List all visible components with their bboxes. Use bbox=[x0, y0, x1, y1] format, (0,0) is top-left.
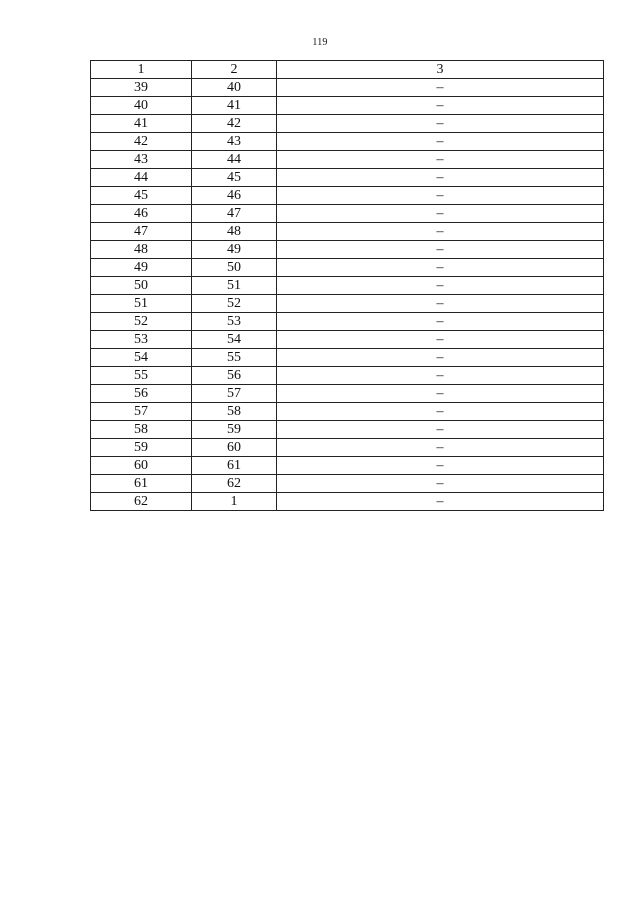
table-row bbox=[91, 241, 604, 259]
table-cell: 44 bbox=[91, 169, 192, 187]
table-cell: 51 bbox=[192, 277, 277, 295]
table-cell: – bbox=[277, 169, 604, 187]
table-cell: 42 bbox=[91, 133, 192, 151]
table-row bbox=[91, 295, 604, 313]
table-cell: 46 bbox=[192, 187, 277, 205]
table-cell: 61 bbox=[192, 457, 277, 475]
column-header-2: 2 bbox=[192, 61, 277, 79]
table-cell: 40 bbox=[192, 79, 277, 97]
table-header-row bbox=[91, 61, 604, 79]
table-cell: 46 bbox=[91, 205, 192, 223]
table-cell: 57 bbox=[192, 385, 277, 403]
table-cell: 58 bbox=[192, 403, 277, 421]
page-number: 119 bbox=[312, 37, 328, 48]
table-row bbox=[91, 79, 604, 97]
table-row bbox=[91, 331, 604, 349]
table-cell: 54 bbox=[192, 331, 277, 349]
table-cell: 50 bbox=[192, 259, 277, 277]
table-cell: – bbox=[277, 331, 604, 349]
table-cell: 61 bbox=[91, 475, 192, 493]
table-cell: 41 bbox=[91, 115, 192, 133]
table-cell: 43 bbox=[192, 133, 277, 151]
table-cell: 44 bbox=[192, 151, 277, 169]
table-row bbox=[91, 421, 604, 439]
data-table-container bbox=[90, 60, 603, 511]
table-row bbox=[91, 97, 604, 115]
table-cell: – bbox=[277, 493, 604, 511]
table-cell: – bbox=[277, 115, 604, 133]
table-cell: 62 bbox=[91, 493, 192, 511]
table-cell: 52 bbox=[192, 295, 277, 313]
table-cell: 39 bbox=[91, 79, 192, 97]
table-row bbox=[91, 169, 604, 187]
table-cell: – bbox=[277, 205, 604, 223]
table-row bbox=[91, 187, 604, 205]
table-cell: – bbox=[277, 151, 604, 169]
column-header-1: 1 bbox=[91, 61, 192, 79]
table-cell: 47 bbox=[91, 223, 192, 241]
column-header-3: 3 bbox=[277, 61, 604, 79]
table-cell: – bbox=[277, 241, 604, 259]
table-cell: 53 bbox=[192, 313, 277, 331]
table-cell: – bbox=[277, 349, 604, 367]
table-cell: 56 bbox=[91, 385, 192, 403]
table-cell: – bbox=[277, 187, 604, 205]
table-cell: 56 bbox=[192, 367, 277, 385]
table-cell: – bbox=[277, 259, 604, 277]
table-cell: 50 bbox=[91, 277, 192, 295]
table-cell: 54 bbox=[91, 349, 192, 367]
table-cell: 48 bbox=[91, 241, 192, 259]
table-row bbox=[91, 313, 604, 331]
table-cell: 60 bbox=[192, 439, 277, 457]
table-cell: 59 bbox=[91, 439, 192, 457]
table-cell: 55 bbox=[192, 349, 277, 367]
table-cell: 45 bbox=[192, 169, 277, 187]
table-cell: 48 bbox=[192, 223, 277, 241]
table-cell: 1 bbox=[192, 493, 277, 511]
table-cell: 47 bbox=[192, 205, 277, 223]
table-cell: – bbox=[277, 475, 604, 493]
table-cell: 60 bbox=[91, 457, 192, 475]
table-cell: 57 bbox=[91, 403, 192, 421]
table-row bbox=[91, 205, 604, 223]
table-cell: 59 bbox=[192, 421, 277, 439]
table-cell: – bbox=[277, 439, 604, 457]
table-cell: – bbox=[277, 313, 604, 331]
table-row bbox=[91, 493, 604, 511]
table-cell: 49 bbox=[91, 259, 192, 277]
table-cell: 51 bbox=[91, 295, 192, 313]
table-cell: 45 bbox=[91, 187, 192, 205]
table-row bbox=[91, 277, 604, 295]
table-row bbox=[91, 151, 604, 169]
table-cell: 52 bbox=[91, 313, 192, 331]
table-cell: – bbox=[277, 421, 604, 439]
table-row bbox=[91, 439, 604, 457]
table-row bbox=[91, 385, 604, 403]
table-cell: 49 bbox=[192, 241, 277, 259]
table-row bbox=[91, 133, 604, 151]
table-row bbox=[91, 115, 604, 133]
table-row bbox=[91, 457, 604, 475]
table-row bbox=[91, 367, 604, 385]
table-cell: 43 bbox=[91, 151, 192, 169]
table-cell: – bbox=[277, 367, 604, 385]
table-cell: – bbox=[277, 79, 604, 97]
table-cell: 41 bbox=[192, 97, 277, 115]
table-cell: 55 bbox=[91, 367, 192, 385]
table-cell: – bbox=[277, 295, 604, 313]
table-row bbox=[91, 259, 604, 277]
table-row bbox=[91, 475, 604, 493]
table-cell: 40 bbox=[91, 97, 192, 115]
table-cell: – bbox=[277, 97, 604, 115]
table-row bbox=[91, 223, 604, 241]
table-row bbox=[91, 403, 604, 421]
table-cell: – bbox=[277, 457, 604, 475]
table-cell: – bbox=[277, 403, 604, 421]
table-cell: – bbox=[277, 385, 604, 403]
table-cell: – bbox=[277, 223, 604, 241]
table-row bbox=[91, 349, 604, 367]
data-table bbox=[90, 60, 604, 511]
table-cell: – bbox=[277, 277, 604, 295]
table-cell: 53 bbox=[91, 331, 192, 349]
table-cell: 58 bbox=[91, 421, 192, 439]
table-cell: 62 bbox=[192, 475, 277, 493]
table-cell: – bbox=[277, 133, 604, 151]
table-cell: 42 bbox=[192, 115, 277, 133]
